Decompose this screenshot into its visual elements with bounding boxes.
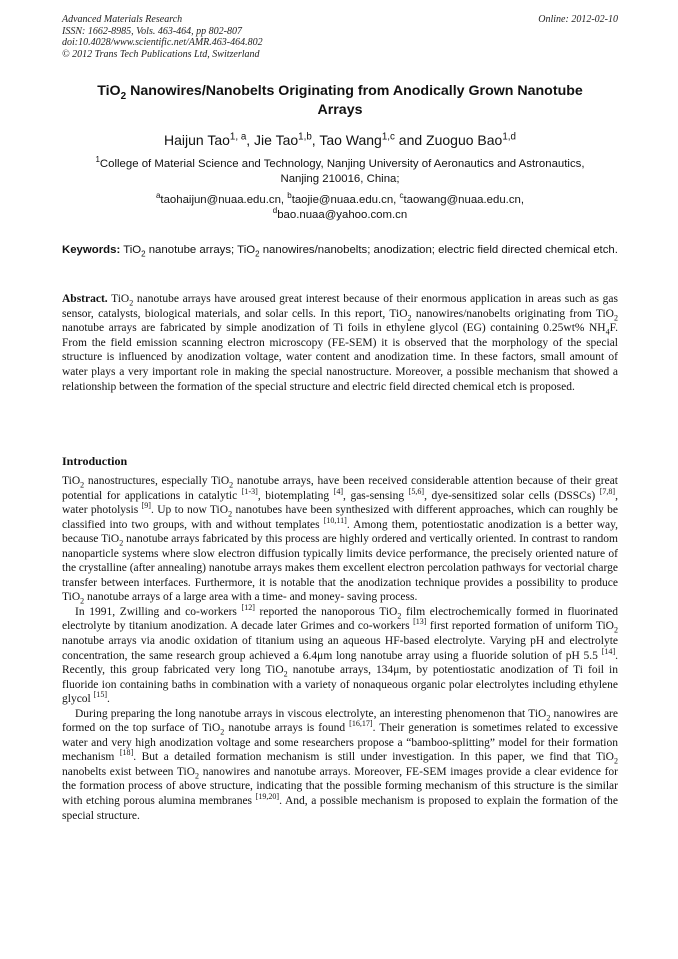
keywords xyxy=(62,243,618,258)
text: nanotube arrays is found xyxy=(224,722,350,735)
text: . Among them, potentiostatic anodization is a better way, because TiO xyxy=(62,518,618,546)
subscript: 2 xyxy=(228,509,233,519)
subscript: 2 xyxy=(407,312,412,322)
subscript: 2 xyxy=(255,249,260,259)
subscript: 2 xyxy=(613,312,618,322)
text: TiO xyxy=(62,475,81,487)
paper-title xyxy=(62,82,618,120)
text: In 1991, Zwilling and co-workers xyxy=(75,605,242,618)
text: nanotube arrays of a large area with a time- and money- saving process. xyxy=(84,591,418,604)
citation[interactable]: [14] xyxy=(601,646,616,656)
author-affil-mark: 1, a xyxy=(229,131,247,143)
journal-copyright: © 2012 Trans Tech Publications Ltd, Switzerland xyxy=(62,48,260,60)
journal-doi: doi:10.4028/www.scientific.net/AMR.463-464.802 xyxy=(62,37,263,49)
text: nanowires are formed on the top surface of TiO xyxy=(62,707,618,735)
title-text: Nanowires/Nanobelts Originating from Anodically Grown Nanotube xyxy=(126,83,583,99)
citation[interactable]: [16,17] xyxy=(349,719,373,729)
author-affil-mark: 1,b xyxy=(298,131,312,143)
email-link[interactable]: taowang@nuaa.edu.cn, xyxy=(403,194,525,206)
citation[interactable]: [1-3] xyxy=(241,486,258,496)
subscript: 2 xyxy=(119,538,124,548)
author-affil-mark: 1,c xyxy=(381,131,395,143)
subscript: 2 xyxy=(613,756,618,766)
subscript: 4 xyxy=(605,327,610,337)
text: nanobelts exist between TiO xyxy=(62,765,195,778)
introduction-body xyxy=(62,474,618,823)
citation[interactable]: [10,11] xyxy=(323,515,347,525)
text: nanotube arrays fabricated by this process are highly ordered and vertically oriented. In contrast to random nanoparticle systems where slow electron diffusion typically limits device performance, the precisely oriented nature of the crystalline (after annealing) nanotube arrays makes them excellent electron percolation pathways for vectorial charge transfer between interfaces. Furthermore, it is notable that the anodization technique provides a possibility to produce TiO xyxy=(62,533,619,604)
abstract-text: nanowires/nanobelts originating from TiO xyxy=(411,307,614,320)
email-link[interactable]: taojie@nuaa.edu.cn, xyxy=(291,194,397,206)
email-link[interactable]: taohaijun@nuaa.edu.cn, xyxy=(160,194,285,206)
text: During preparing the long nanotube arrays in viscous electrolyte, an interesting phenomenon that TiO xyxy=(75,707,547,720)
affiliation-text: Nanjing 210016, China; xyxy=(280,173,400,185)
email-mark: c xyxy=(399,191,404,201)
text: , water photolysis xyxy=(62,489,618,517)
abstract-text: nanotube arrays are fabricated by simple anodization of Ti foils in ethylene glycol (EG) containing 0.25wt% NH xyxy=(62,322,606,335)
journal-name: Advanced Materials Research xyxy=(62,14,183,25)
citation[interactable]: [4] xyxy=(333,486,344,496)
keywords-text: TiO xyxy=(120,244,142,256)
citation[interactable]: [12] xyxy=(241,603,255,613)
text: nanowires and nanotube arrays. Moreover, FE-SEM images provide a clear evidence for the formation process of above structure, indicating that the possible forming mechanism of this structure is the similar with etching porous alumina membranes xyxy=(62,765,618,808)
author: Jie Tao xyxy=(254,132,299,148)
abstract-text: F. From the field emission scanning electron microscopy (FE-SEM) it is observed that the morphology of the special structure is influenced by anodization voltage, water content and anodization time. In these factors, small amount of water plays a very important role in making the special nanostructure. Moreover, a possible mechanism that showed a relationship between the formation of the special structure and electric field directed chemical etch is proposed. xyxy=(62,322,618,393)
title-text: TiO xyxy=(97,83,121,99)
subscript: 2 xyxy=(80,596,85,606)
subscript: 2 xyxy=(229,480,234,490)
text: . Recently, this group fabricated very long TiO xyxy=(62,649,618,677)
text: nanotube arrays, have been received considerable attention because of their great potential for applications in catalytic xyxy=(62,475,618,502)
keywords-text: nanotube arrays; TiO xyxy=(145,244,256,256)
abstract-text: TiO xyxy=(107,293,130,305)
citation[interactable]: [18] xyxy=(119,748,134,758)
text: . xyxy=(107,693,110,706)
text: , dye-sensitized solar cells (DSSCs) xyxy=(424,489,600,502)
affiliation xyxy=(62,157,618,187)
affiliation-mark: 1 xyxy=(95,155,100,165)
citation[interactable]: [9] xyxy=(141,501,151,511)
text: nanotubes have been synthesized with different approaches, which can roughly be classified into two groups, with and without templates xyxy=(62,504,619,531)
author: Zuoguo Bao xyxy=(426,132,503,148)
email-mark: b xyxy=(287,191,292,201)
subscript: 2 xyxy=(283,669,288,679)
paragraph xyxy=(62,605,618,707)
subscript: 2 xyxy=(195,771,200,781)
text: reported the nanoporous TiO xyxy=(254,605,398,618)
email-link[interactable]: bao.nuaa@yahoo.com.cn xyxy=(277,209,408,221)
text: film electrochemically formed in fluorinated electrolyte by titanium anodization. A decade later Grimes and co-workers xyxy=(62,605,618,633)
subscript: 2 xyxy=(141,249,146,259)
keywords-label: Keywords: xyxy=(62,244,121,256)
citation[interactable]: [5,6] xyxy=(408,486,425,496)
abstract-label: Abstract. xyxy=(62,293,108,305)
subscript: 2 xyxy=(80,480,85,490)
title-text: Arrays xyxy=(317,102,363,118)
text: nanotube arrays via anodic oxidation of titanium using an aqueous HF-based electrolyte. Varying pH and electrolyte concentration, the same research group achieved a 6.4μm long nanotube array using a fluoride solution of pH 5.5 xyxy=(62,635,618,662)
subscript: 2 xyxy=(613,625,618,635)
author-conjunction: and xyxy=(394,132,427,148)
title-subscript: 2 xyxy=(120,90,127,102)
paragraph xyxy=(62,474,618,605)
subscript: 2 xyxy=(129,298,134,308)
author-list: Haijun Tao$^{1, a}$, Jie Tao$^{1,b}$, Tao Wang$^{1,c}$ and Zuoguo Bao$^{1,d}$ xyxy=(164,131,516,148)
section-heading: Introduction xyxy=(62,454,128,468)
text: . Their generation is sometimes related to excessive water and very high anodization voltage and some researchers propose a “bamboo-splitting” model for their formation mechanism xyxy=(62,722,618,764)
text: nanotube arrays, 134μm, by potentiostatic anodization of Ti foil in fluoride ion containing baths in combination with a variety of nonaqueous organic polar electrolytes including ethylene glycol xyxy=(62,664,618,706)
author-emails xyxy=(62,193,618,223)
text: nanostructures, especially TiO xyxy=(84,475,230,487)
email-mark: d xyxy=(272,206,278,216)
text: . But a detailed formation mechanism is still under investigation. In this paper, we find that TiO xyxy=(133,751,614,764)
citation[interactable]: [15] xyxy=(93,690,108,700)
text: first reported formation of uniform TiO xyxy=(426,620,614,633)
text: . Up to now TiO xyxy=(150,504,229,517)
subscript: 2 xyxy=(220,727,225,737)
text: , biotemplating xyxy=(257,489,334,502)
paragraph xyxy=(62,707,618,823)
text: , gas-sensing xyxy=(343,489,409,502)
text: . And, a possible mechanism is proposed to explain the formation of the special structure. xyxy=(62,795,618,822)
journal-header xyxy=(62,14,618,60)
abstract xyxy=(62,292,618,394)
citation[interactable]: [19,20] xyxy=(255,792,280,802)
author: Tao Wang xyxy=(319,132,382,148)
citation[interactable]: [13] xyxy=(413,617,427,627)
abstract-text: nanotube arrays have aroused great interest because of their enormous application in areas such as gas sensor, catalysts, biological materials, and solar cells. In this report, TiO xyxy=(62,293,618,320)
email-mark: a xyxy=(155,191,161,201)
keywords-text: nanowires/nanobelts; anodization; electric field directed chemical etch. xyxy=(259,244,618,256)
journal-issn: ISSN: 1662-8985, Vols. 463-464, pp 802-807 xyxy=(62,25,242,37)
author: Haijun Tao xyxy=(164,132,230,148)
affiliation-text: College of Material Science and Technology, Nanjing University of Aeronautics and Astronautics, xyxy=(99,158,585,170)
author-affil-mark: 1,d xyxy=(502,131,516,143)
subscript: 2 xyxy=(546,713,551,723)
subscript: 2 xyxy=(397,611,402,621)
citation[interactable]: [7,8] xyxy=(599,486,616,496)
online-date: Online: 2012-02-10 xyxy=(538,14,618,25)
